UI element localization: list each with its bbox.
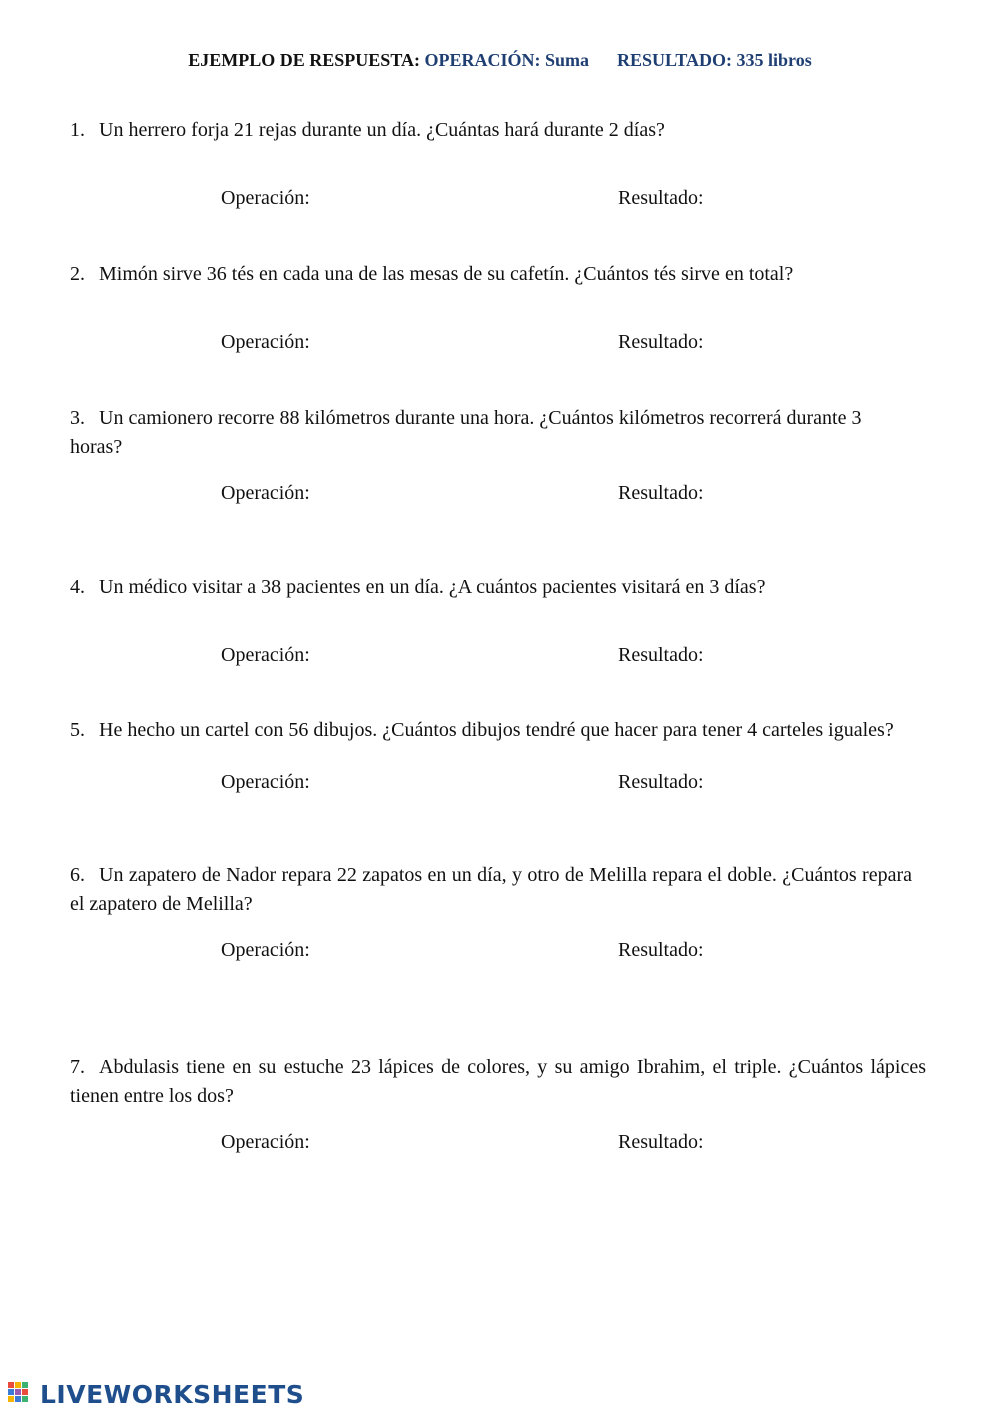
question-text: Un camionero recorre 88 kilómetros durante una hora. ¿Cuántos kilómetros recorrerá durante 3 horas?: [70, 407, 862, 458]
question-text: Un zapatero de Nador repara 22 zapatos en un día, y otro de Melilla repara el doble. ¿Cuántos repara el zapatero de Melilla?: [70, 864, 912, 915]
operation-label: Operación:: [221, 1131, 310, 1153]
operation-label: Operación:: [221, 482, 310, 504]
question-text: He hecho un cartel con 56 dibujos. ¿Cuántos dibujos tendré que hacer para tener 4 carteles iguales?: [99, 719, 894, 741]
question-number: 2.: [70, 263, 85, 285]
question-3: [70, 404, 905, 462]
question-number: 3.: [70, 407, 85, 429]
question-1: [70, 116, 930, 145]
liveworksheets-logo-icon: [8, 1382, 38, 1406]
result-label: Resultado:: [618, 771, 704, 793]
result-label: Resultado:: [618, 939, 704, 961]
question-text: Un médico visitar a 38 pacientes en un día. ¿A cuántos pacientes visitará en 3 días?: [99, 576, 766, 598]
operation-label: Operación:: [221, 771, 310, 793]
example-result: RESULTADO: 335 libros: [617, 50, 812, 70]
operation-label: Operación:: [221, 331, 310, 353]
liveworksheets-brand: [8, 1381, 304, 1407]
operation-label: Operación:: [221, 644, 310, 666]
result-label: Resultado:: [618, 187, 704, 209]
question-number: 1.: [70, 119, 85, 141]
question-text: Mimón sirve 36 tés en cada una de las mesas de su cafetín. ¿Cuántos tés sirve en total?: [99, 263, 794, 285]
question-number: 5.: [70, 719, 85, 741]
question-text: Un herrero forja 21 rejas durante un día. ¿Cuántas hará durante 2 días?: [99, 119, 665, 141]
result-label: Resultado:: [618, 1131, 704, 1153]
operation-label: Operación:: [221, 939, 310, 961]
brand-name: LIVEWORKSHEETS: [40, 1379, 305, 1409]
operation-label: Operación:: [221, 187, 310, 209]
question-6: [70, 861, 912, 919]
question-2: [70, 260, 930, 289]
result-label: Resultado:: [618, 482, 704, 504]
result-label: Resultado:: [618, 331, 704, 353]
example-colon: :: [413, 50, 420, 70]
question-number: 6.: [70, 864, 85, 886]
example-answer-header: [0, 50, 1000, 71]
result-label: Resultado:: [618, 644, 704, 666]
question-text: Abdulasis tiene en su estuche 23 lápices de colores, y su amigo Ibrahim, el triple. ¿Cuántos lápices tienen entre los dos?: [70, 1056, 926, 1107]
question-number: 7.: [70, 1056, 85, 1078]
question-4: [70, 573, 930, 602]
question-7: [70, 1053, 926, 1111]
example-label: EJEMPLO DE RESPUESTA: [188, 50, 414, 70]
question-number: 4.: [70, 576, 85, 598]
question-5: [70, 716, 912, 745]
example-operation: OPERACIÓN: Suma: [424, 50, 589, 70]
